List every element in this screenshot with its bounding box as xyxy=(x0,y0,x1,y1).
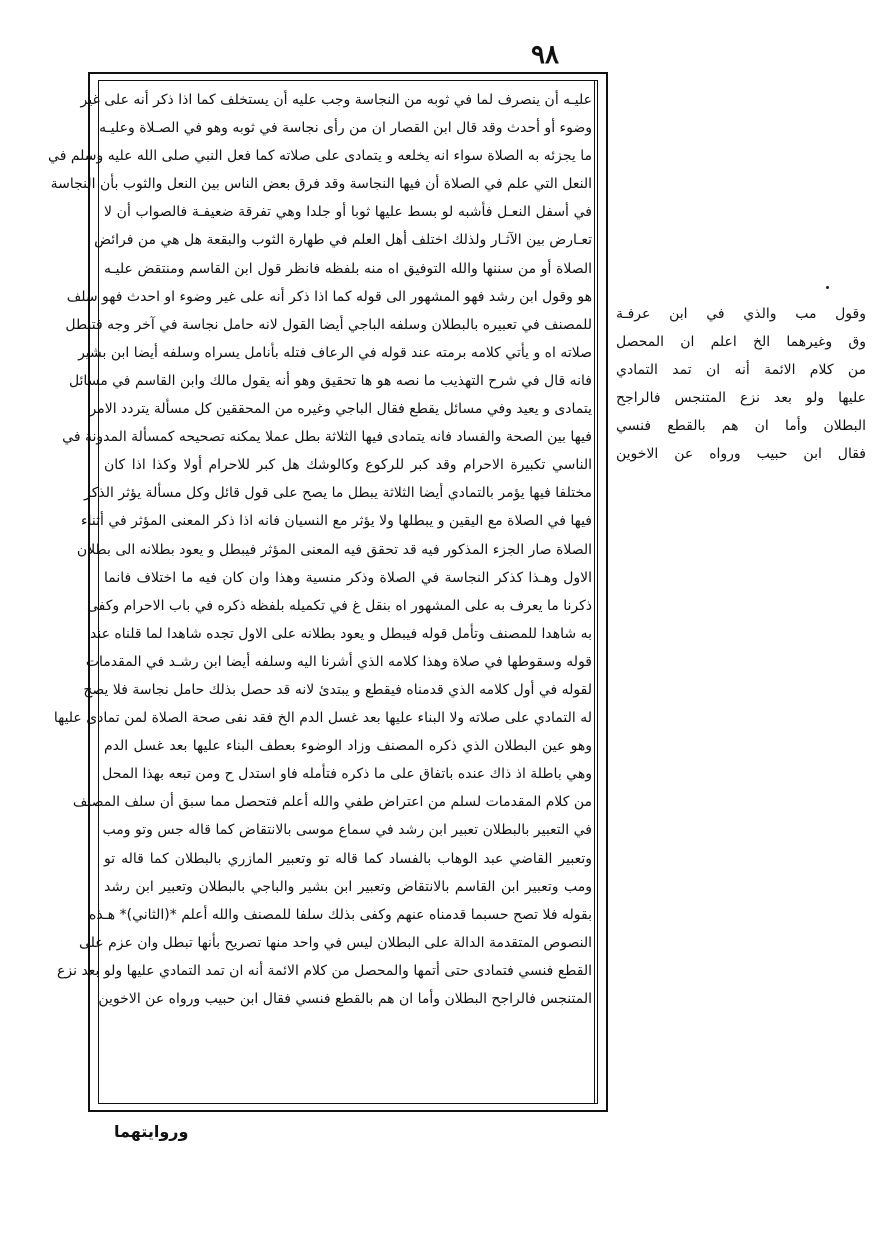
margin-note-line: وقول مب والذي في ابن عرفـة xyxy=(616,306,866,322)
text-line: له التمادي على صلاته ولا البناء عليها بعد غسل الدم الخ فقد نفى صحة الصلاة لمن تمادى عليها xyxy=(53,710,592,727)
text-line: فيها بين الصحة والفساد فانه يتمادى فيها الثلاثة بطل عملا يمكنه تصحيحه كمسألة المدونة في xyxy=(62,429,592,446)
text-line: وهي باطلة اذ ذاك عنده باتفاق على ما ذكره فتأمله فاو استدل ح ومن تبعه بهذا المحل xyxy=(102,766,592,783)
text-line: مختلفا فيها يؤمر بالتمادي أيضا الثلاثة يبطل ما يصح على قول قائل وكل مسألة يؤثر الذكر xyxy=(84,485,592,502)
margin-note-line: وق وغيرهما الخ اعلم ان المحصل xyxy=(616,334,866,350)
text-line: الناسي تكبيرة الاحرام وقد كبر للركوع وكالوشك هل كبر للاحرام أولا وكذا اذا كان xyxy=(104,457,592,474)
text-line: عليـه أن ينصرف لما في ثوبه من النجاسة وجب عليه أن يستخلف كما اذا ذكر أنه على غير xyxy=(80,92,592,108)
text-line: من كلام المقدمات لسلم من اعتراض طفي والله أعلم فتحصل مما سبق أن سلف المصنف xyxy=(72,794,592,811)
text-line: تعـارض بين الآثـار ولذلك اختلف أهل العلم في طهارة الثوب والبقعة هل هي من فرائض xyxy=(94,232,592,249)
text-line: يتمادى و يعيد وفي مسائل يقطع فقال الباجي وغيره من المحققين كل مسألة يتردد الامر xyxy=(89,401,592,418)
text-line: في التعبير بالبطلان تعبير ابن رشد في سماع موسى بالانتقاض كما قاله جس وتو ومب xyxy=(102,822,592,839)
text-line: به شاهدا للمصنف وتأمل قوله فيبطل و يعود بطلانه على الاول تجده شاهدا لما قلناه عند xyxy=(90,625,592,642)
text-line: النصوص المتقدمة الدالة على البطلان ليس في واحد منها تصريح بأنها تبطل وان عزم على xyxy=(78,934,592,951)
text-line: وتعبير القاضي عبد الوهاب بالفساد كما قاله تو وتعبير المازري بالبطلان كما قاله تو xyxy=(104,850,592,867)
text-line: فيها في الصلاة مع اليقين و يبطلها ولا يؤثر مع النسيان فانه اذا ذكر المعنى المؤثر في أثناء xyxy=(81,513,592,530)
margin-note-line: البطلان وأما ان هم بالقطع فنسي xyxy=(616,418,866,434)
text-line: وهو عين البطلان الذي ذكره المصنف وزاد الوضوء بعطف البناء عليها بعد غسل الدم xyxy=(104,738,592,755)
margin-note xyxy=(616,300,866,468)
margin-note-line: من كلام الائمة أنه ان تمد التمادي xyxy=(616,362,866,378)
text-line: النعل التي علم في الصلاة أن فيها النجاسة وقد فرق بعض الناس بين النعل والثوب بأن النجاسة xyxy=(50,176,592,193)
catchword: وروايتهما xyxy=(114,1122,189,1141)
text-line: لقوله في أول كلامه الذي قدمناه فيقطع و يبتدئ لانه قد حصل بذلك حامل نجاسة فلا يصح xyxy=(83,681,592,698)
text-line: هو وقول ابن رشد فهو المشهور الى قوله كما اذا ذكر أنه على غير وضوء او احدث فهو سلف xyxy=(66,288,592,305)
text-frame-rule xyxy=(594,80,598,1104)
text-line: الصلاة صار الجزء المذكور فيه قد تحقق فيه المعنى المؤثر فيبطل و يعود بطلانه الى بطلان xyxy=(76,541,592,558)
page-number: ٩٨ xyxy=(531,40,559,70)
text-line: فانه قال في شرح التهذيب ما نصه هو ها تحقيق وهو أنه يقول مالك وابن القاسم في مسائل xyxy=(68,372,592,389)
text-line: صلاته اه و يأتي كلامه برمته عند قوله في الرعاف فتله بأنامل يسراه وسلفه أيضا ابن بشير xyxy=(78,344,592,361)
text-line: المتنجس فالراجح البطلان وأما ان هم بالقطع فنسي فقال ابن حبيب ورواه عن الاخوين xyxy=(98,991,592,1007)
margin-note-line: عليها ولو بعد نزع المتنجس فالراجح xyxy=(616,390,866,406)
margin-mark xyxy=(826,286,829,289)
text-line: وضوء أو أحدث وقد قال ابن القصار ان من رأى نجاسة في ثوبه وهو في الصـلاة وعليـه xyxy=(99,120,592,137)
text-line: ما يجزئه به الصلاة سواء انه يخلعه و يتمادى على صلاته كما فعل النبي صلى الله عليه وسلم في xyxy=(48,148,592,165)
text-line: ذكرنا ما يعرف به على المشهور اه بنقل غ في تكميله بلفظه ذكره في باب الاحرام وكفى xyxy=(87,597,592,614)
text-line: بقوله فلا تصح حسبما قدمناه عنهم وكفى بذلك سلفا للمصنف والله أعلم *(الثاني)* هـذه xyxy=(88,906,592,923)
text-line: في أسفل النعـل فأشبه لو بسط عليها ثوبا أو جلدا وهي تفرقة ضعيفـة فالصواب أن لا xyxy=(104,204,592,221)
text-line: للمصنف في تعبيره بالبطلان وسلفه الباجي أيضا القول لانه حامل نجاسة في آخر وجه فتبطل xyxy=(65,316,592,333)
main-text-block xyxy=(48,86,592,1098)
text-line: قوله وسقوطها في صلاة وهذا كلامه الذي أشرنا اليه وسلفه أيضا ابن رشـد في المقدمات xyxy=(85,653,592,670)
margin-note-line: فقال ابن حبيب ورواه عن الاخوين xyxy=(616,446,866,462)
text-line: الاول وهـذا كذكر النجاسة في الصلاة وذكر منسية وهذا وان كان فيه ما اختلاف فانما xyxy=(104,569,592,586)
text-line: القطع فنسي فتمادى حتى أتمها والمحصل من كلام الائمة أنه ان تمد التمادي عليها ولو بعد نزع xyxy=(57,962,592,979)
text-line: ومب وتعبير ابن القاسم بالانتقاض وتعبير ابن بشير والباجي بالبطلان وتعبير ابن رشد xyxy=(104,878,592,895)
text-line: الصلاة أو من سننها والله التوفيق اه منه بلفظه فانظر قول ابن القاسم ومنتقض عليـه xyxy=(104,260,592,277)
